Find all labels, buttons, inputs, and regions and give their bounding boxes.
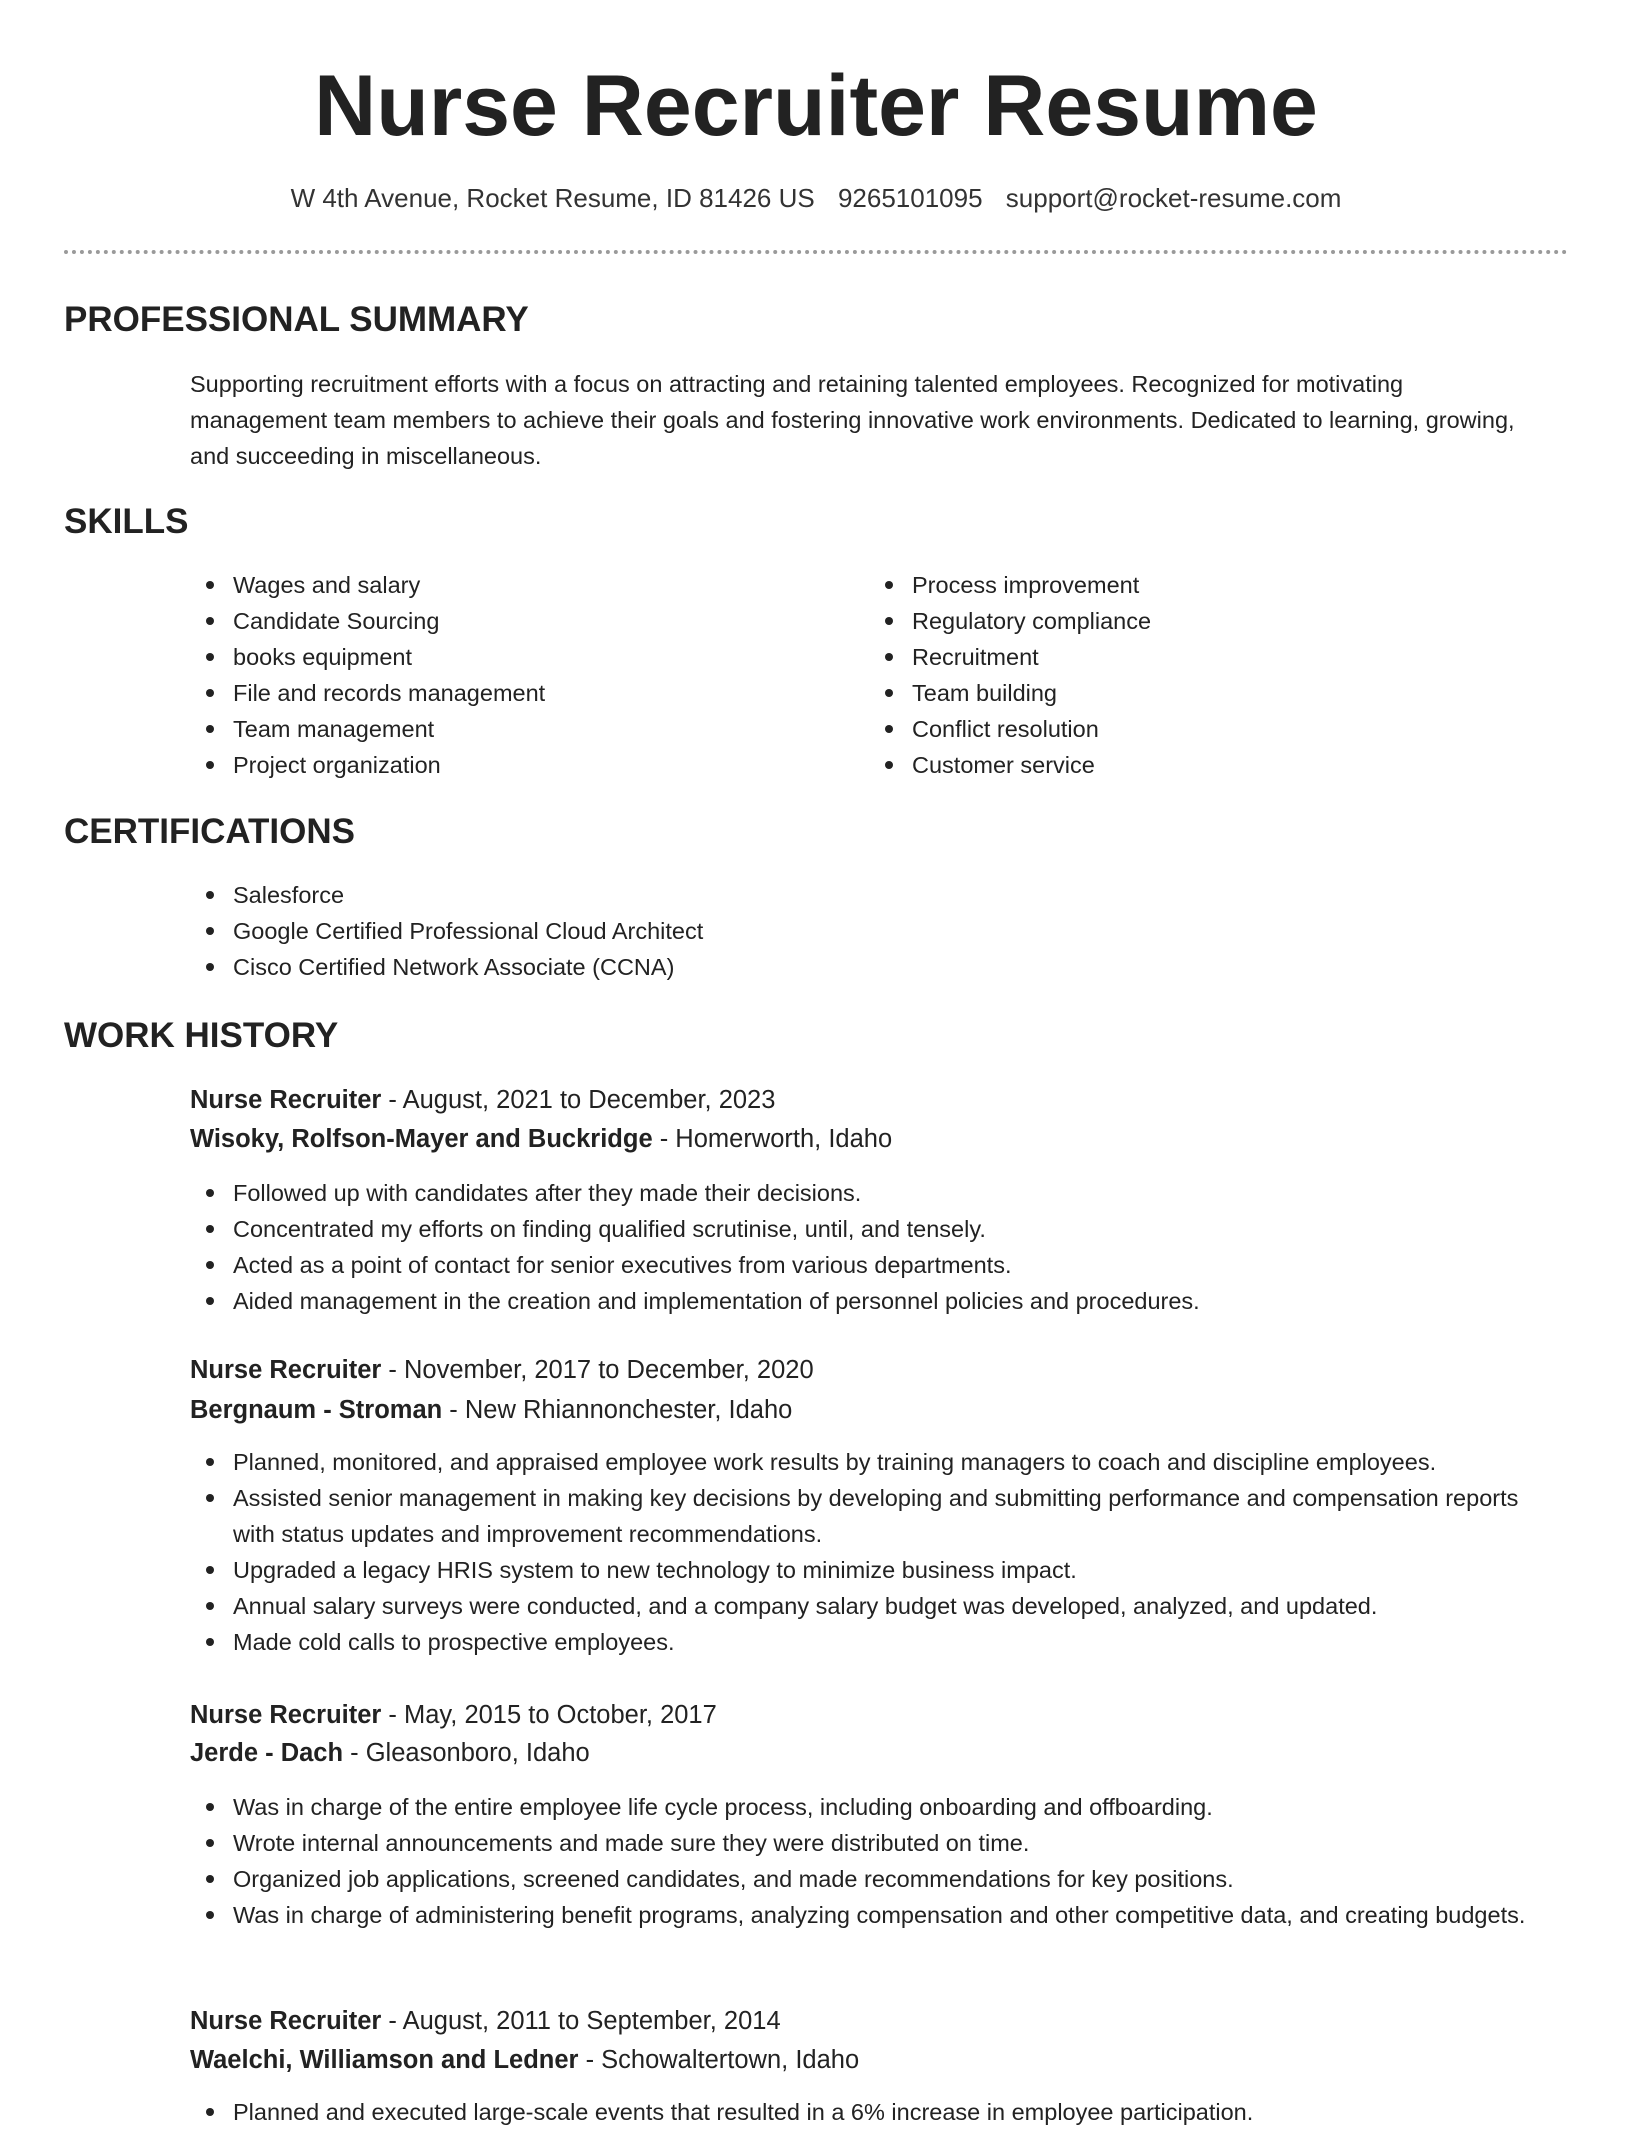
contact-phone: 9265101095	[837, 183, 983, 213]
skill-item: Team management	[190, 711, 830, 747]
skill-item: Regulatory compliance	[869, 603, 1509, 639]
skills-list-left	[190, 567, 830, 783]
job-title: Nurse Recruiter	[190, 1086, 382, 1114]
skill-item: Team building	[869, 675, 1509, 711]
contact-line	[0, 180, 1632, 216]
job-duty: Assisted senior management in making key decisions by developing and submitting performance and compensation reports with status updates and improvement recommendations.	[190, 1480, 1540, 1552]
certifications-list	[190, 877, 1390, 985]
job-duty: Upgraded a legacy HRIS system to new technology to minimize business impact.	[190, 1552, 1540, 1588]
job-location: - New Rhiannonchester, Idaho	[442, 1396, 793, 1424]
job-dates: - May, 2015 to October, 2017	[381, 1701, 717, 1729]
job-title-line	[190, 2003, 781, 2039]
job-duties-list	[190, 2094, 1540, 2130]
job-duties-list	[190, 1175, 1540, 1319]
skill-item: File and records management	[190, 675, 830, 711]
header-divider	[64, 250, 1568, 254]
job-duties-list	[190, 1444, 1540, 1660]
work-history-heading: WORK HISTORY	[64, 1016, 339, 1055]
job-duty: Aided management in the creation and implementation of personnel policies and procedures.	[190, 1283, 1540, 1319]
skills-list-right	[869, 567, 1509, 783]
skill-item: Customer service	[869, 747, 1509, 783]
job-title: Nurse Recruiter	[190, 2007, 382, 2035]
certification-item: Salesforce	[190, 877, 1390, 913]
job-company-line	[190, 1121, 892, 1157]
certification-item: Google Certified Professional Cloud Architect	[190, 913, 1390, 949]
skill-item: Conflict resolution	[869, 711, 1509, 747]
job-title-line	[190, 1697, 717, 1733]
summary-text: Supporting recruitment efforts with a focus on attracting and retaining talented employees. Recognized for motivating management team members to achieve their goals and fostering innovative work environments. Dedicated to learning, growing, and succeeding in miscellaneous.	[190, 371, 1515, 469]
job-duty: Annual salary surveys were conducted, and a company salary budget was developed, analyzed, and updated.	[190, 1588, 1540, 1624]
skill-item: books equipment	[190, 639, 830, 675]
job-title-line	[190, 1082, 775, 1118]
job-duty: Made cold calls to prospective employees.	[190, 1624, 1540, 1660]
resume-title: Nurse Recruiter Resume	[314, 58, 1318, 154]
certifications-heading: CERTIFICATIONS	[64, 812, 356, 851]
job-duty: Concentrated my efforts on finding qualified scrutinise, until, and tensely.	[190, 1211, 1540, 1247]
job-location: - Gleasonboro, Idaho	[343, 1739, 590, 1767]
job-company: Jerde - Dach	[190, 1739, 344, 1767]
job-duty: Planned and executed large-scale events that resulted in a 6% increase in employee participation.	[190, 2094, 1540, 2130]
job-dates: - August, 2011 to September, 2014	[381, 2007, 781, 2035]
job-duty: Organized job applications, screened candidates, and made recommendations for key positions.	[190, 1861, 1540, 1897]
contact-address: W 4th Avenue, Rocket Resume, ID 81426 US	[290, 183, 815, 213]
job-title: Nurse Recruiter	[190, 1356, 382, 1384]
job-duty: Wrote internal announcements and made sure they were distributed on time.	[190, 1825, 1540, 1861]
summary-heading: PROFESSIONAL SUMMARY	[64, 300, 529, 339]
job-title: Nurse Recruiter	[190, 1701, 382, 1729]
skill-item: Recruitment	[869, 639, 1509, 675]
job-duty: Acted as a point of contact for senior executives from various departments.	[190, 1247, 1540, 1283]
job-company: Waelchi, Williamson and Ledner	[190, 2046, 579, 2074]
skill-item: Wages and salary	[190, 567, 830, 603]
job-title-line	[190, 1352, 814, 1388]
skill-item: Process improvement	[869, 567, 1509, 603]
certification-item: Cisco Certified Network Associate (CCNA)	[190, 949, 1390, 985]
job-duty: Was in charge of administering benefit programs, analyzing compensation and other competitive data, and creating budgets.	[190, 1897, 1540, 1933]
job-duty: Was in charge of the entire employee life cycle process, including onboarding and offboarding.	[190, 1789, 1540, 1825]
contact-email: support@rocket-resume.com	[1005, 183, 1342, 213]
job-duty: Planned, monitored, and appraised employee work results by training managers to coach and discipline employees.	[190, 1444, 1540, 1480]
job-company-line	[190, 2042, 859, 2078]
skill-item: Candidate Sourcing	[190, 603, 830, 639]
job-company-line	[190, 1392, 792, 1428]
job-company-line	[190, 1735, 590, 1771]
job-dates: - August, 2021 to December, 2023	[381, 1086, 776, 1114]
job-company: Bergnaum - Stroman	[190, 1396, 443, 1424]
job-company: Wisoky, Rolfson-Mayer and Buckridge	[190, 1125, 653, 1153]
job-dates: - November, 2017 to December, 2020	[381, 1356, 814, 1384]
job-location: - Homerworth, Idaho	[652, 1125, 893, 1153]
job-location: - Schowaltertown, Idaho	[578, 2046, 860, 2074]
skill-item: Project organization	[190, 747, 830, 783]
job-duties-list	[190, 1789, 1540, 1933]
job-duty: Followed up with candidates after they made their decisions.	[190, 1175, 1540, 1211]
skills-heading: SKILLS	[64, 502, 189, 541]
